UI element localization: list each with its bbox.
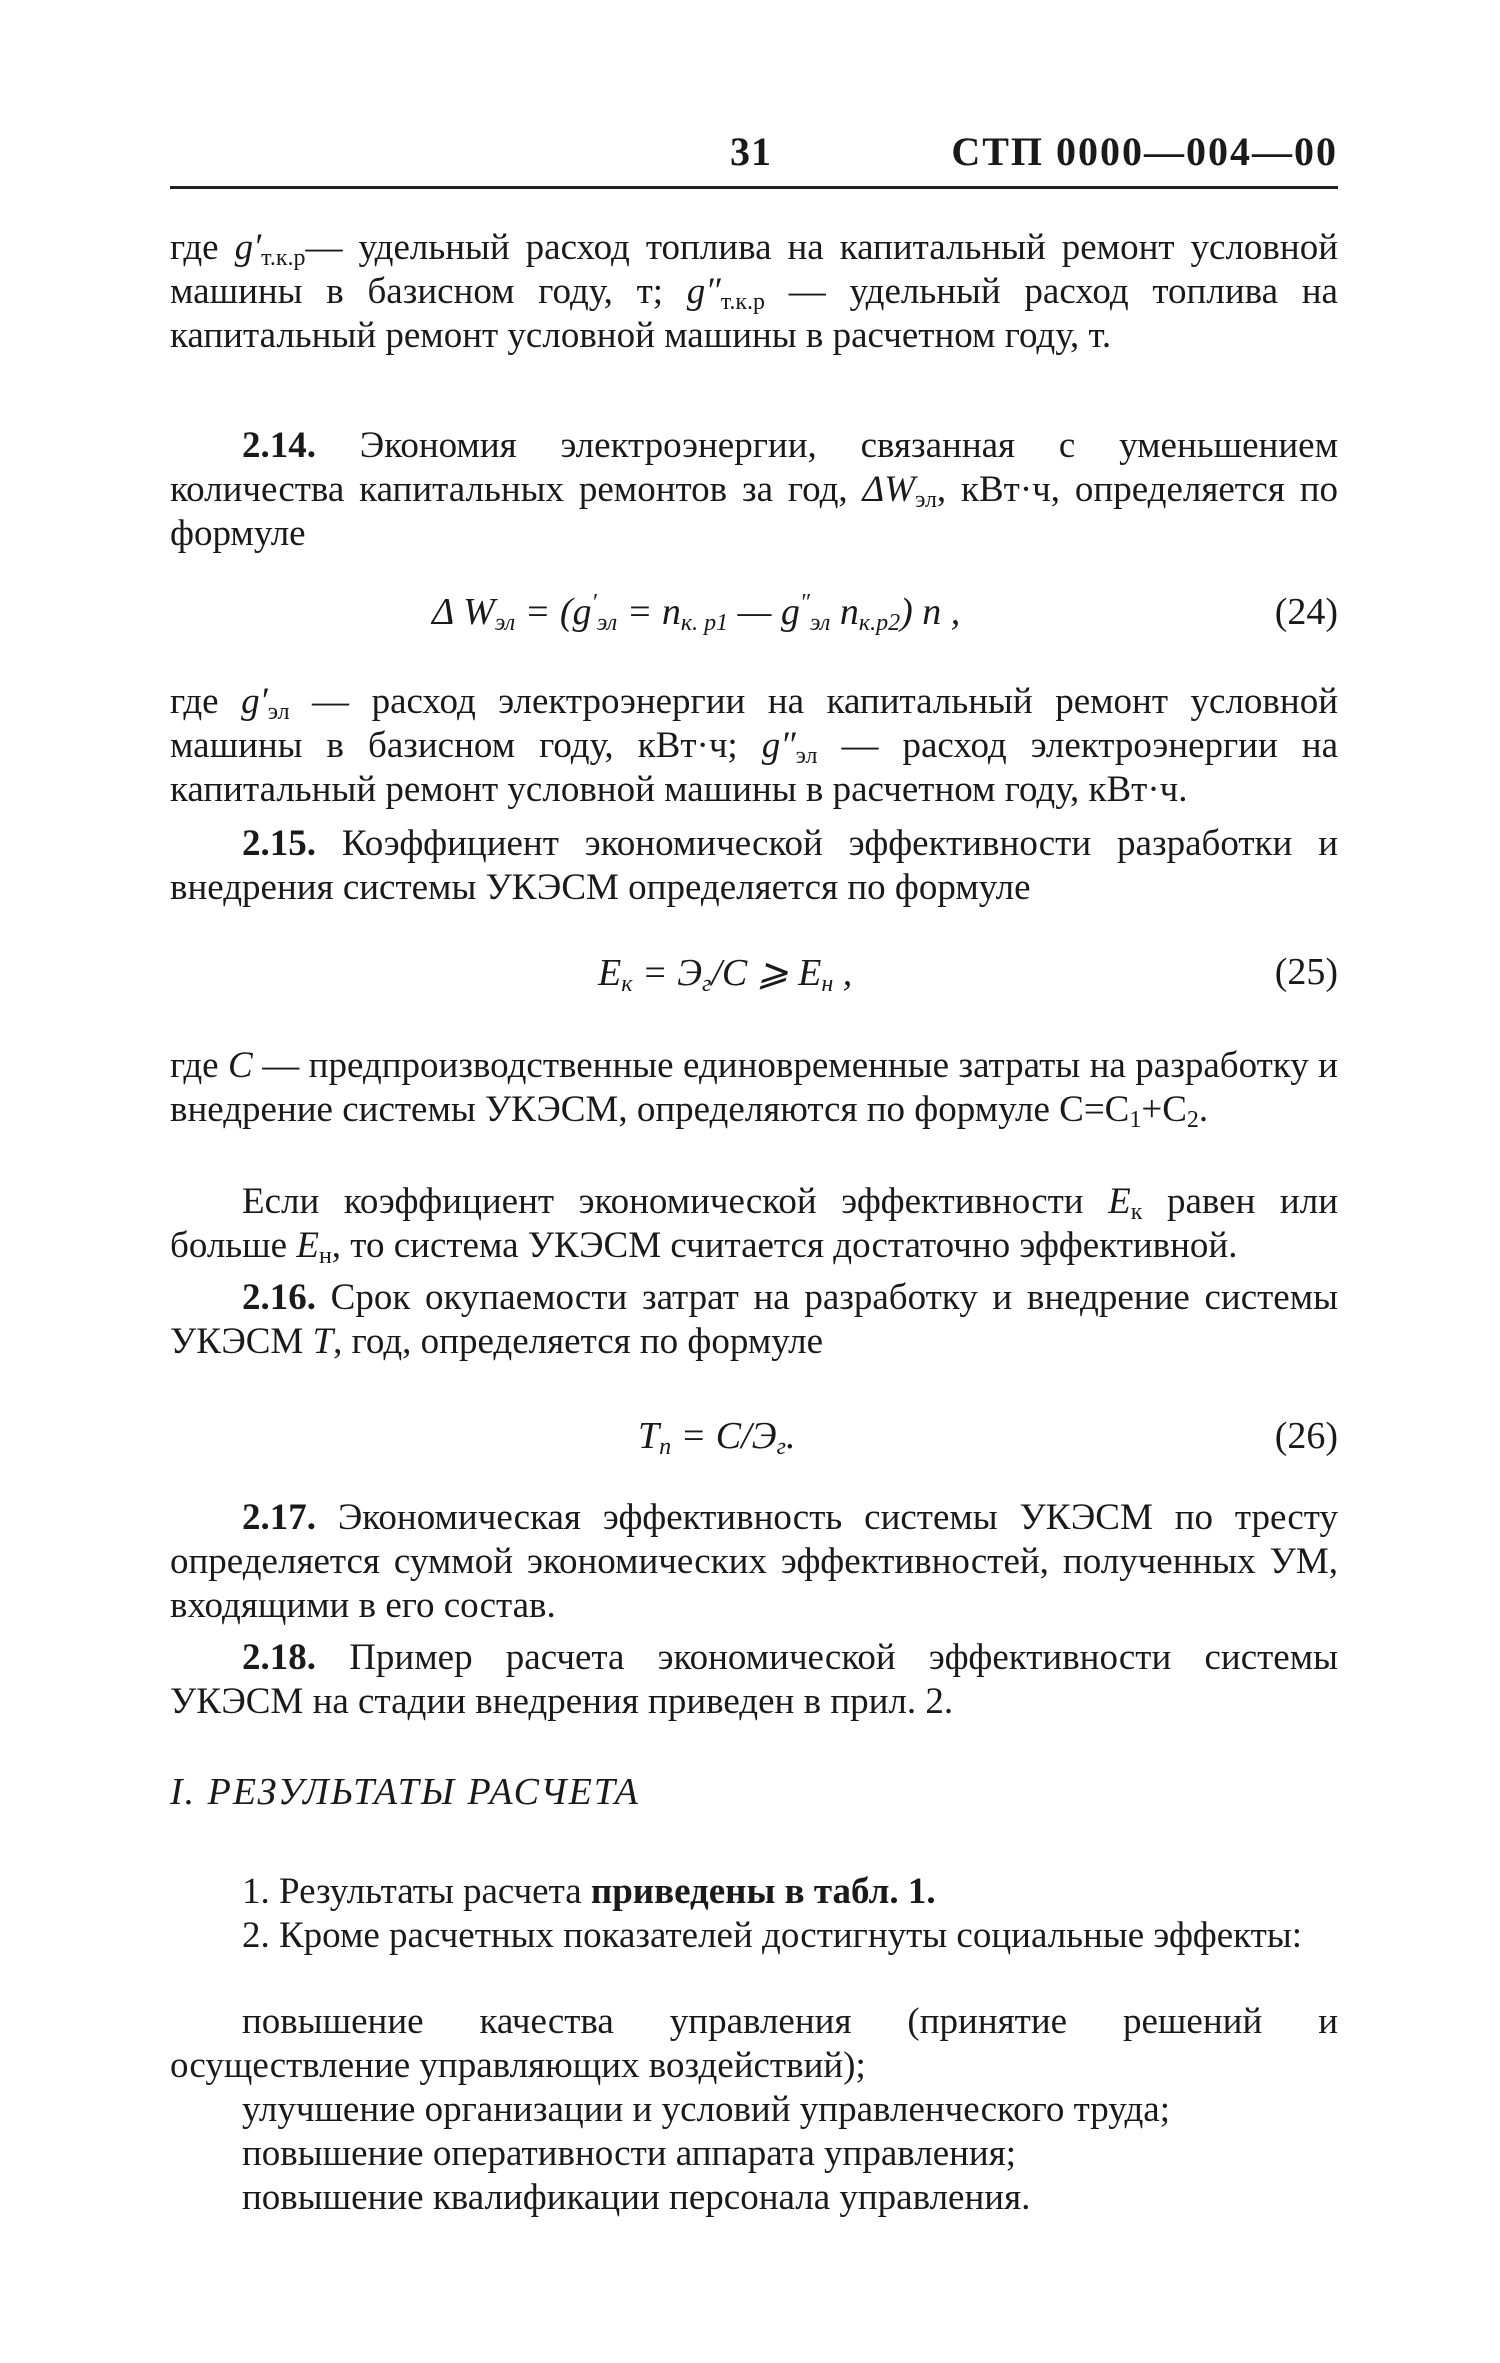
list-item: повышение квалификации персонала управления.	[242, 2177, 1031, 2218]
clause-number: 2.16.	[242, 1277, 316, 1318]
paragraph-electricity-definitions: где $g'_{эл}$ — расход электроэнергии на капитальный ремонт условной машины в базисном году, кВт·ч; $g''_{эл}$ — расход электроэнергии на капитальный ремонт условной машины в расчетном году, кВт·ч.	[170, 681, 1338, 810]
section-title: I. РЕЗУЛЬТАТЫ РАСЧЕТА	[170, 1771, 640, 1813]
paragraph-cost-definition: где С — предпроизводственные единовременные затраты на разработку и внедрение системы УКЭСМ, определяются по формуле $С=С_1+С_2$.	[170, 1045, 1338, 1133]
paragraph-efficiency-condition: Если коэффициент экономической эффективности $E_к$ равен или больше $E_н$, то система УКЭСМ считается достаточно эффективной.	[170, 1181, 1339, 1269]
paragraph-2-17: 2.17. Экономическая эффективность системы УКЭСМ по тресту определяется суммой экономических эффективностей, полученных УМ, входящими в его состав.	[170, 1497, 1338, 1626]
formula-24-number: (24)	[1274, 591, 1338, 633]
page-header	[170, 128, 1338, 188]
paragraph-2-18: 2.18. Пример расчета экономической эффективности системы УКЭСМ на стадии внедрения приведен в прил. 2.	[170, 1637, 1338, 1722]
clause-number: 2.15.	[242, 823, 316, 864]
formula-24-expression: Δ $W_{эл} = (g'_{эл} = n_{к. р1}$ — $g''_{эл}$ $n_{к.р2}$) n ,	[432, 590, 961, 636]
paragraph-2-14: 2.14. Экономия электроэнергии, связанная с уменьшением количества капитальных ремонтов за год, $\Delta W_{эл}$, кВт·ч, определяется по формуле	[170, 425, 1338, 554]
clause-number: 2.14.	[242, 425, 316, 466]
list-item: повышение оперативности аппарата управления;	[242, 2133, 1017, 2174]
formula-25	[170, 950, 1338, 1010]
formula-25-expression: $E_к = Э_г/C$ ⩾ $E_н$ ,	[598, 952, 853, 997]
clause-number: 2.17.	[242, 1497, 316, 1538]
page-number: 31	[730, 129, 772, 174]
list-item: повышение качества управления (принятие решений и осуществление управляющих воздействий);	[170, 2001, 1338, 2086]
results-list	[170, 1870, 1338, 1958]
list-item: 1. Результаты расчета приведены в табл. 1.	[242, 1871, 936, 1912]
formula-24	[170, 590, 1338, 650]
header-rule	[170, 186, 1338, 189]
list-item: 2. Кроме расчетных показателей достигнуты социальные эффекты:	[242, 1915, 1302, 1956]
clause-number: 2.18.	[242, 1637, 316, 1678]
document-code: СТП 0000—004—00	[951, 129, 1338, 174]
formula-26-number: (26)	[1274, 1415, 1338, 1457]
list-item: улучшение организации и условий управленческого труда;	[242, 2089, 1170, 2130]
paragraph-2-15: 2.15. Коэффициент экономической эффективности разработки и внедрения системы УКЭСМ определяется по формуле	[170, 823, 1338, 908]
paragraph-fuel-definitions: где $g'_{т.к.р}—$ удельный расход топлива на капитальный ремонт условной машины в базисном году, т; $g''_{т.к.р}$ — удельный расход топлива на капитальный ремонт условной машины в расчетном году, т.	[170, 227, 1338, 356]
social-effects-list	[170, 2000, 1338, 2220]
formula-25-number: (25)	[1274, 951, 1338, 993]
formula-26-expression: $T_п = C/Э_г$.	[638, 1415, 796, 1460]
paragraph-2-16: 2.16. Срок окупаемости затрат на разработку и внедрение системы УКЭСМ Т, год, определяется по формуле	[170, 1277, 1338, 1362]
formula-26	[170, 1414, 1338, 1474]
